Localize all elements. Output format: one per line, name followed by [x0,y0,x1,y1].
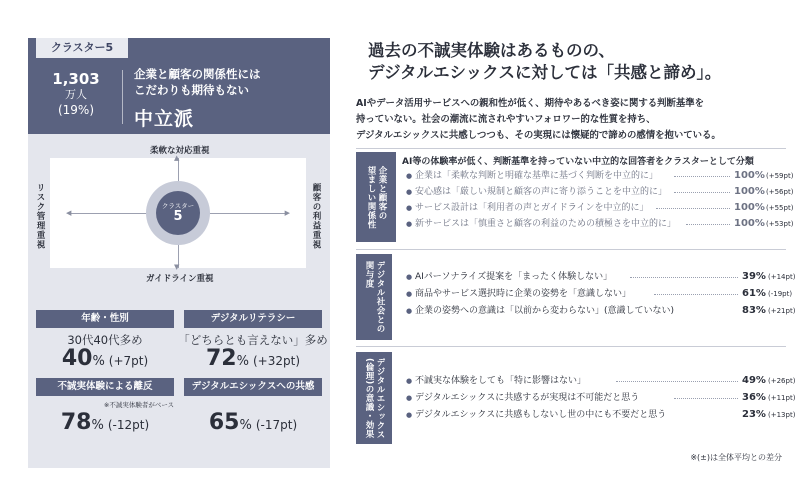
arrow-right-icon: ▶ [284,209,290,217]
arrow-up-icon: ▲ [174,154,180,162]
leader-dots [630,277,738,278]
cluster-card [28,38,330,468]
stat-sub-digital-literacy: 「どちらとも言えない」多め [178,333,328,347]
stat-delta: (-17pt) [255,418,298,432]
stat-header-age-gender: 年齢・性別 [36,310,174,328]
cluster-description [134,66,324,98]
arrow-left-icon: ◀ [66,209,72,217]
item-text: 企業の姿勢への意識は「以前から変わらない」(意識していない) [415,306,675,316]
stat-unit: % [239,418,252,433]
cluster-position-marker [156,191,200,235]
stat-number: 78 [60,410,92,435]
item-text: 企業は「柔軟な判断と明確な基準に基づく判断を中立的に」 [415,171,659,181]
list-item [406,217,794,231]
section-label [356,352,392,444]
bullet-icon: ● [406,172,413,180]
bullet-icon: ● [406,273,413,281]
section-label-line: デジタル社会との [375,261,385,333]
item-delta: (-19pt) [768,290,793,298]
page-title-line: 過去の不誠実体験はあるものの、 [368,41,615,60]
list-item [406,304,796,318]
item-value: 23% [742,409,766,420]
item-delta: (+55pt) [766,204,794,212]
leader-dots [686,224,730,225]
stat-sub-age-gender: 30代40代多め [67,333,143,347]
stat-note-churn: ※不誠実体験者がベース [103,401,174,409]
lead-paragraph [356,96,786,144]
bullet-icon: ● [406,377,413,385]
population-block [36,70,116,118]
population-number: 1,303 [52,70,100,88]
leader-dots [674,192,730,193]
stat-header-ethics-empathy: デジタルエシックスへの共感 [184,378,322,396]
stat-number: 72 [206,346,237,371]
list-item [406,185,794,199]
leader-dots [654,294,738,295]
item-delta: (+53pt) [766,220,794,228]
item-value: 100% [734,218,765,229]
page-title-line: デジタルエシックスに対しては「共感と諦め」。 [368,63,722,82]
stat-number: 40 [61,346,93,371]
marker-label: クラスター [161,202,195,210]
list-item [406,270,796,284]
stat-delta: (-12pt) [107,418,150,432]
cluster-header [28,38,330,134]
section-label [356,152,396,242]
item-value: 39% [742,271,766,282]
item-text: デジタルエシックスに共感するが実現は不可能だと思う [415,393,640,403]
section-label-line: 企業と顧客の [377,165,387,220]
lead-line: デジタルエシックスに共感しつつも、その実現には懐疑的で諦めの感情を抱いている。 [356,130,721,141]
stat-value-digital-literacy [184,346,322,371]
item-value: 36% [742,392,766,403]
page-title [368,40,788,84]
item-delta: (+14pt) [768,273,796,281]
list-item [406,287,793,301]
item-value: 100% [734,202,765,213]
section-ethics [356,352,796,444]
stat-delta: (+7pt) [108,354,149,368]
stat-header-digital-literacy: デジタルリテラシー [184,310,322,328]
item-delta: (+56pt) [766,188,794,196]
list-item [406,391,796,405]
item-text: 不誠実な体験をしても「特に影響はない」 [415,376,587,386]
item-delta: (+26pt) [768,377,796,385]
marker-number: 5 [173,209,183,224]
bullet-icon: ● [406,411,413,419]
item-delta: (+21pt) [768,307,796,315]
item-text: 商品やサービス選択時に企業の姿勢を「意識しない」 [415,289,632,299]
item-text: 安心感は「厳しい規制と顧客の声に寄り添うことを中立的に」 [415,187,668,197]
bullet-icon: ● [406,220,413,228]
leader-dots [616,381,738,382]
bullet-icon: ● [406,204,413,212]
item-value: 100% [734,186,765,197]
arrow-down-icon: ▼ [174,263,180,271]
item-delta: (+11pt) [768,394,796,402]
header-divider [122,70,123,124]
cluster-description-line: 企業と顧客の関係性には [134,67,261,81]
bullet-icon: ● [406,307,413,315]
item-text: サービス設計は「利用者の声とガイドラインを中立的に」 [415,203,649,213]
cluster-type-name: 中立派 [134,108,195,130]
item-delta: (+59pt) [766,172,794,180]
map-axis-left-label: リスク管理重視 [35,183,45,250]
population-percent: (19%) [57,103,95,117]
bullet-icon: ● [406,188,413,196]
list-item [406,374,796,388]
stat-header-churn: 不誠実体験による離反 [36,378,174,396]
stat-value-churn [36,410,174,435]
item-text: 新サービスは「慎重さと顧客の利益のための積極さを中立的に」 [415,219,677,229]
section-label-line: (倫理)の意識・効果 [364,357,374,439]
item-value: 61% [742,288,766,299]
footnote: ※(±)は全体平均との差分 [690,453,782,462]
lead-line: 持っていない。社会の潮流に流されやすいフォロワー的な性質を持ち、 [356,114,656,125]
lead-line: AIやデータ活用サービスへの親和性が低く、期待やあるべき姿に関する判断基準を [356,98,705,109]
stat-value-ethics-empathy [184,410,322,435]
stat-unit: % [91,418,104,433]
item-value: 83% [742,305,766,316]
item-text: AIパーソナライズ提案を「まったく体験しない」 [415,272,613,282]
leader-dots [674,398,738,399]
item-text: デジタルエシックスに共感もしないし世の中にも不要だと思う [415,410,667,420]
stat-unit: % [92,354,105,369]
stat-value-age-gender [36,346,174,371]
list-item [406,169,794,183]
list-item [406,408,796,422]
section-label [356,254,392,340]
cluster-description-line: こだわりも期待もない [134,83,249,97]
population-unit: 万人 [65,88,87,101]
map-axis-top-label: 柔軟な対応重視 [150,146,210,156]
positioning-map [50,154,306,271]
stat-unit: % [236,354,249,369]
list-item [406,201,794,215]
leader-dots [674,176,730,177]
bullet-icon: ● [406,394,413,402]
leader-dots [656,208,730,209]
map-axis-right-label: 顧客の利益重視 [311,183,321,250]
section-divider [356,148,786,149]
cluster-tag: クラスター5 [36,38,128,58]
section-relationship [356,152,794,242]
section-divider [356,249,786,250]
stat-number: 65 [208,410,240,435]
section-divider [356,346,786,347]
map-axis-bottom-label: ガイドライン重視 [146,274,214,284]
stat-delta: (+32pt) [252,354,300,368]
bullet-icon: ● [406,290,413,298]
section-label-line: 望ましい関係性 [366,165,376,229]
section-label-line: 関与度 [364,261,374,288]
item-delta: (+13pt) [768,411,796,419]
section-heading: AI等の体験率が低く、判断基準を持っていない中立的な回答者をクラスターとして分類 [402,157,754,167]
item-value: 100% [734,170,765,181]
item-value: 49% [742,375,766,386]
section-engagement [356,254,796,340]
section-label-line: デジタルエシックス [375,357,385,439]
